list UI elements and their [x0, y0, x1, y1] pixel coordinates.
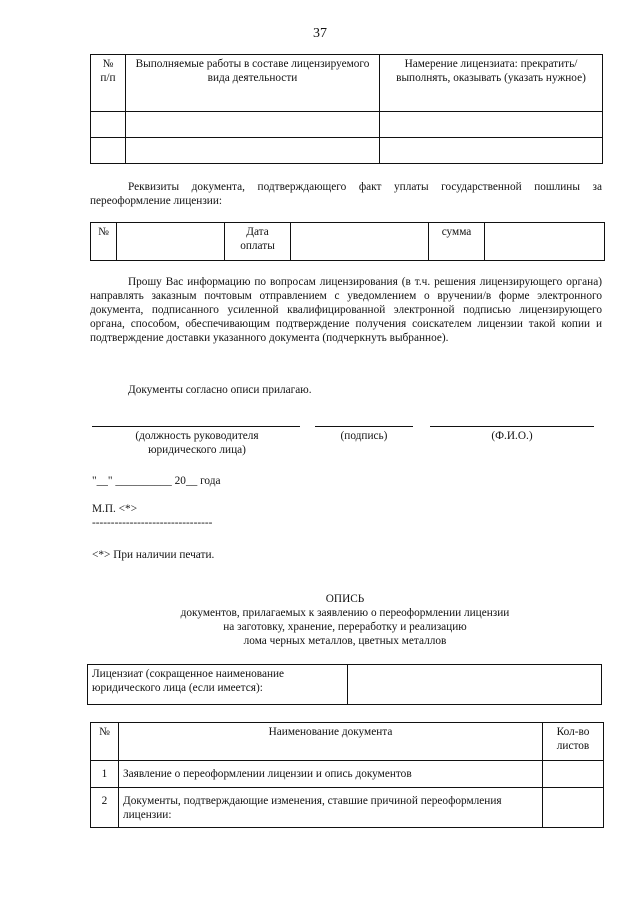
works-header-no-line1: №: [102, 58, 114, 70]
payment-date-label: Дата оплаты: [225, 223, 291, 261]
docs-header-name: Наименование документа: [119, 723, 543, 761]
inventory-subtitle-2: на заготовку, хранение, переработку и реализацию: [223, 621, 467, 633]
documents-table: [90, 722, 604, 828]
date-line: "__" __________ 20__ года: [92, 475, 221, 487]
works-header-work: Выполняемые работы в составе лицензируемого вида деятельности: [126, 55, 380, 112]
signature-label: (подпись): [340, 430, 388, 442]
works-cell: [380, 138, 603, 164]
page-number: 37: [313, 26, 327, 41]
docs-row-sheets: [543, 761, 604, 788]
table-row: [91, 761, 604, 788]
inventory-subtitle-1: документов, прилагаемых к заявлению о переоформлении лицензии: [180, 607, 510, 619]
name-line: [430, 426, 594, 427]
works-cell: [380, 112, 603, 138]
name-label: (Ф.И.О.): [491, 430, 533, 442]
table-row: [91, 138, 603, 164]
position-label: (должность руководителя юридического лица): [135, 430, 259, 456]
works-header-no-line2: п/п: [100, 72, 116, 84]
works-cell: [126, 112, 380, 138]
stamp-label: М.П. <*>: [92, 503, 138, 515]
works-cell: [91, 138, 126, 164]
requisites-text: Реквизиты документа, подтверждающего факт уплаты государственной пошлины за переоформление лицензии:: [90, 181, 602, 207]
dash-line: --------------------------------: [92, 517, 213, 529]
docs-row-sheets: [543, 788, 604, 828]
payment-sum-value: [485, 223, 605, 261]
payment-table: [90, 222, 605, 261]
signature-line: [315, 426, 413, 427]
position-line: [92, 426, 300, 427]
payment-sum-label: сумма: [429, 223, 485, 261]
payment-no-value: [117, 223, 225, 261]
licensee-table: [87, 664, 602, 705]
inventory-title: ОПИСЬ: [325, 593, 365, 605]
works-header-intent: Намерение лицензиата: прекратить/выполнять, оказывать (указать нужное): [380, 55, 603, 112]
docs-row-no: 2: [91, 788, 119, 828]
works-header-no: [91, 55, 126, 112]
docs-row-name: Документы, подтверждающие изменения, ставшие причиной переоформления лицензии:: [119, 788, 543, 828]
inventory-subtitle-3: лома черных металлов, цветных металлов: [243, 635, 447, 647]
documents-header: [91, 723, 604, 761]
licensee-value: [348, 665, 602, 705]
table-row: [91, 112, 603, 138]
footnote: <*> При наличии печати.: [92, 549, 215, 561]
licensee-label: Лицензиат (сокращенное наименование юридического лица (если имеется):: [88, 665, 348, 705]
docs-row-no: 1: [91, 761, 119, 788]
docs-header-no: №: [91, 723, 119, 761]
works-cell: [126, 138, 380, 164]
table-row: [91, 788, 604, 828]
works-cell: [91, 112, 126, 138]
request-text: Прошу Вас информацию по вопросам лицензирования (в т.ч. решения лицензирующего органа) направлять заказным почтовым отправлением с уведомлением о вручении/в форме электронного документа, подписанного усиленной квалифицированной электронной подписью лицензирующего органа, способом, обеспечивающим подтверждение получения соискателем лицензии такой копии и подтверждение доставки указанного документа (подчеркнуть выбранное).: [90, 276, 602, 344]
page-bottom-mask: [80, 830, 620, 905]
works-table: [90, 54, 603, 164]
payment-no-label: №: [91, 223, 117, 261]
attach-text: Документы согласно описи прилагаю.: [128, 384, 312, 396]
docs-header-sheets: Кол-во листов: [543, 723, 604, 761]
docs-row-name: Заявление о переоформлении лицензии и опись документов: [119, 761, 543, 788]
works-table-header: [91, 55, 603, 112]
payment-date-value: [291, 223, 429, 261]
